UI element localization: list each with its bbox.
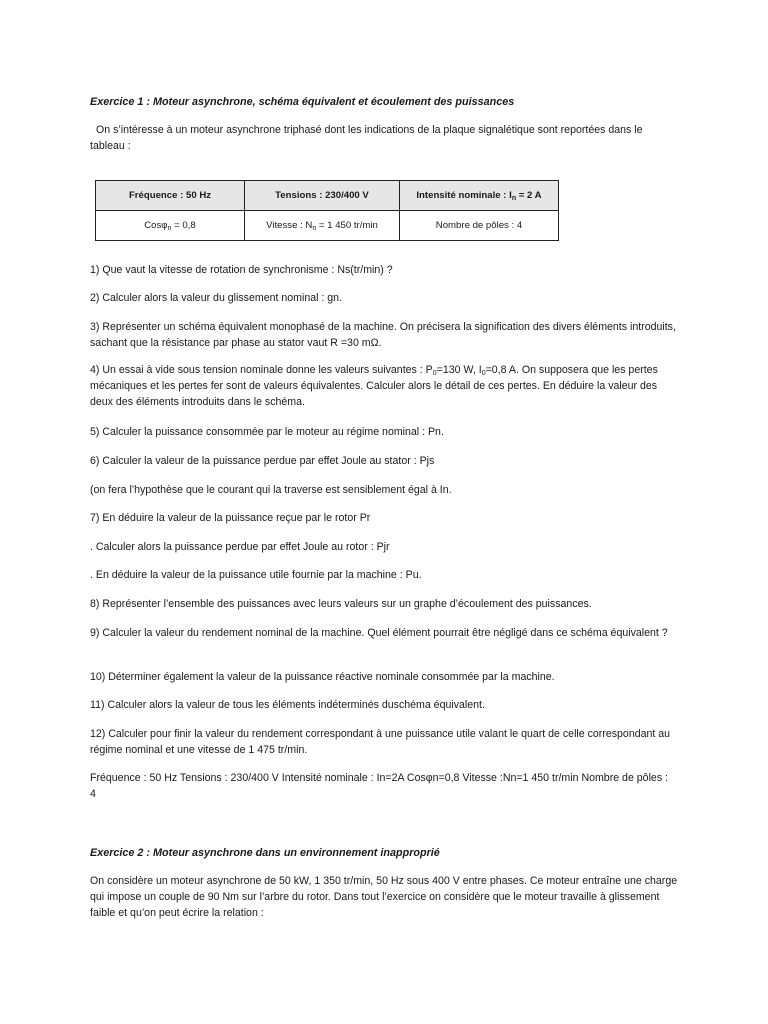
question-3: 3) Représenter un schéma équivalent monophasé de la machine. On précisera la signification des divers éléments introduits, sachant que la résistance par phase au stator vaut R =30 mΩ. [90,321,676,349]
exercise1-title: Exercice 1 : Moteur asynchrone, schéma équivalent et écoulement des puissances [90,96,515,108]
question-6: 6) Calculer la valeur de la puissance perdue par effet Joule au stator : Pjs [90,455,435,467]
question-5: 5) Calculer la puissance consommée par le moteur au régime nominal : Pn. [90,426,444,438]
question-2: 2) Calculer alors la valeur du glissement nominal : gn. [90,292,343,304]
table-header-row [96,181,559,211]
nameplate-table [95,180,559,241]
table-cell-speed: Vitesse : $N_n = 1$ 450 tr/min [245,211,400,241]
table-cell-frequency: Fréquence : 50 Hz [96,181,245,211]
question-7-rotor-joule: . Calculer alors la puissance perdue par effet Joule au rotor : Pjr [90,541,390,553]
question-7: 7) En déduire la valeur de la puissance reçue par le rotor Pr [90,512,371,524]
table-data-row [96,211,559,241]
question-12: 12) Calculer pour finir la valeur du rendement correspondant à une puissance utile valant le quart de celle correspondant au régime nominal et une vitesse de 1 475 tr/min. [90,728,671,756]
question-10: 10) Déterminer également la valeur de la puissance réactive nominale consommée par la machine. [90,671,555,683]
nameplate-summary: Fréquence : 50 Hz Tensions : 230/400 V Intensité nominale : In=2A Cosφn=0,8 Vitesse :Nn=1 450 tr/min Nombre de pôles : 4 [90,772,668,800]
exercise1-intro: On s’intéresse à un moteur asynchrone triphasé dont les indications de la plaque signalétique sont reportées dans le tableau : [90,124,643,152]
table-cell-voltage: Tensions : 230/400 V [245,181,400,211]
question-9: 9) Calculer la valeur du rendement nominal de la machine. Quel élément pourrait être négligé dans ce schéma équivalent ? [90,627,668,639]
table-cell-current: Intensité nominale : $I_n = 2$ A [400,181,559,211]
question-11: 11) Calculer alors la valeur de tous les éléments indéterminés duschéma équivalent. [90,699,485,711]
table-cell-cosphi: Cosφ$_n$ = 0,8 [96,211,245,241]
exercise2-text: On considère un moteur asynchrone de 50 kW, 1 350 tr/min, 50 Hz sous 400 V entre phases. Ce moteur entraîne une charge qui impose un couple de 90 Nm sur l’arbre du rotor. Dans tout l’exercice on considère que le moteur travaille à glissement faible et qu’on peut écrire la relation : [90,875,678,919]
question-8: 8) Représenter l’ensemble des puissances avec leurs valeurs sur un graphe d’écoulement des puissances. [90,598,592,610]
question-7-useful-power: . En déduire la valeur de la puissance utile fournie par la machine : Pu. [90,569,422,581]
question-6-note: (on fera l’hypothèse que le courant qui la traverse est sensiblement égal à In. [90,484,452,496]
question-1: 1) Que vaut la vitesse de rotation de synchronisme : Ns(tr/min) ? [90,264,393,276]
question-4: 4) Un essai à vide sous tension nominale donne les valeurs suivantes : $P_0=130$ W, $I_0=0,8$ A. On supposera que les pertes mécaniques et les pertes fer sont de valeurs équivalentes. Calculer alors le détail de ces pertes. En déduire la valeur des deux des éléments introduits dans le schéma. [90,364,658,408]
exercise2-title: Exercice 2 : Moteur asynchrone dans un environnement inapproprié [90,847,440,859]
table-cell-poles: Nombre de pôles : 4 [400,211,559,241]
